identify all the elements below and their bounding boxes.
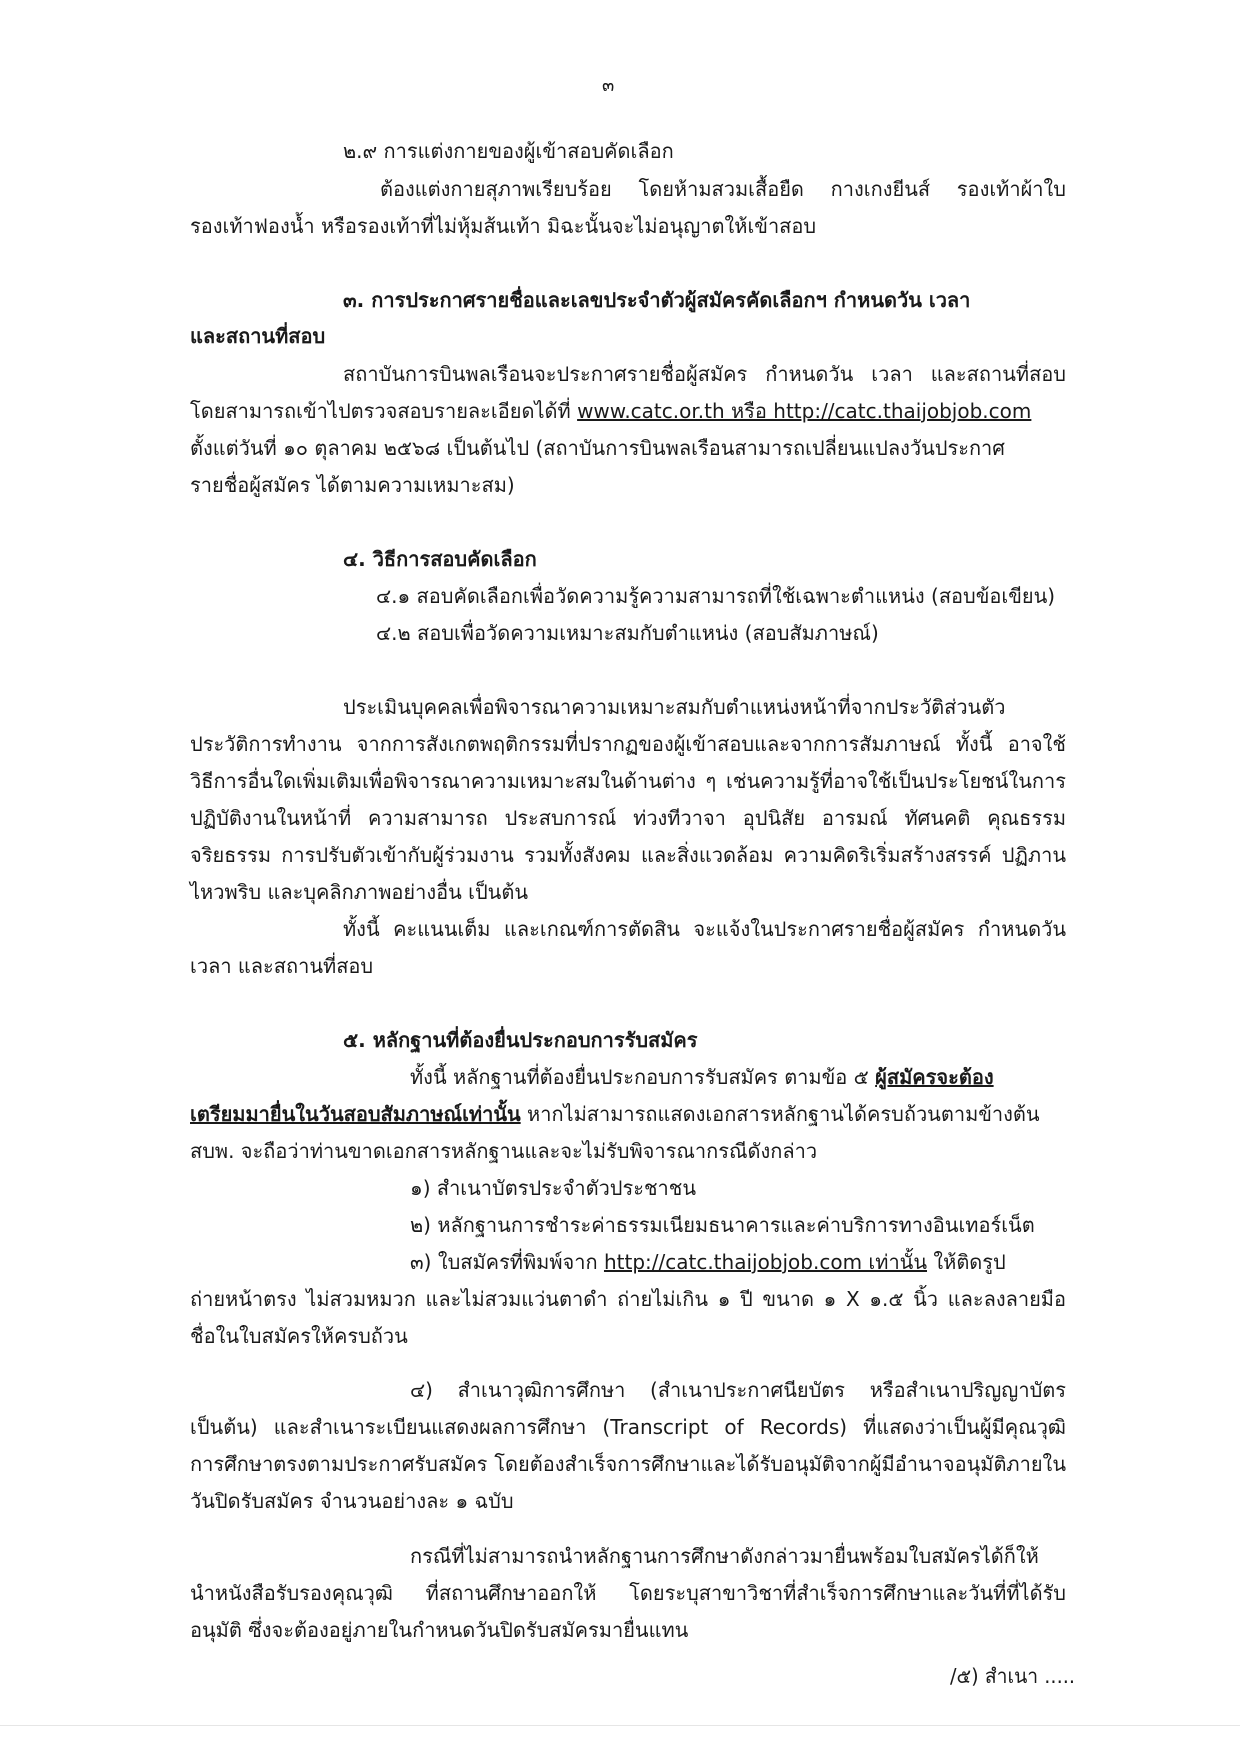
section-3-paragraph-line: ตั้งแต่วันที่ ๑๐ ตุลาคม ๒๕๖๘ เป็นต้นไป (สถาบันการบินพลเรือนสามารถเปลี่ยนแปลงวันประกาศ xyxy=(190,436,1005,460)
section-5-text: ให้ติดรูป xyxy=(927,1250,1006,1274)
section-3-paragraph-line: รายชื่อผู้สมัคร ได้ตามความเหมาะสม) xyxy=(190,473,515,497)
section-3-paragraph-line: สถาบันการบินพลเรือนจะประกาศรายชื่อผู้สมัคร กำหนดวัน เวลา และสถานที่สอบ xyxy=(343,362,1066,386)
page-bottom-edge xyxy=(0,1725,1240,1726)
section-5-text: ๓) ใบสมัครที่พิมพ์จาก xyxy=(410,1250,604,1274)
section-5-text: หากไม่สามารถแสดงเอกสารหลักฐานได้ครบถ้วนตามข้างต้น xyxy=(520,1102,1040,1126)
section-4-item: ๔.๒ สอบเพื่อวัดความเหมาะสมกับตำแหน่ง (สอบสัมภาษณ์) xyxy=(376,621,879,645)
section-3-paragraph-line xyxy=(190,397,1031,425)
section-5-paragraph-line: วันปิดรับสมัคร จำนวนอย่างละ ๑ ฉบับ xyxy=(190,1489,514,1513)
section-4-paragraph-line: วิธีการอื่นใดเพิ่มเติมเพื่อพิจารณาความเหมาะสมในด้านต่าง ๆ เช่นความรู้ที่อาจใช้เป็นประโยชน์ในการ xyxy=(190,769,1066,793)
section-4-paragraph-line: เวลา และสถานที่สอบ xyxy=(190,954,374,978)
section-4-item: ๔.๑ สอบคัดเลือกเพื่อวัดความรู้ความสามารถที่ใช้เฉพาะตำแหน่ง (สอบข้อเขียน) xyxy=(376,584,1056,608)
section-5-text: ทั้งนี้ หลักฐานที่ต้องยื่นประกอบการรับสมัคร ตามข้อ ๕ xyxy=(410,1065,876,1089)
continuation-marker: /๕) สำเนา ..... xyxy=(950,1664,1075,1688)
section-5-item xyxy=(410,1248,1006,1276)
section-2-9-heading: ๒.๙ การแต่งกายของผู้เข้าสอบคัดเลือก xyxy=(343,139,674,163)
section-5-item: ๒) หลักฐานการชำระค่าธรรมเนียมธนาคารและค่าบริการทางอินเทอร์เน็ต xyxy=(410,1213,1035,1237)
section-5-paragraph-line: ชื่อในใบสมัครให้ครบถ้วน xyxy=(190,1324,408,1348)
page-number: ๓ xyxy=(602,75,615,96)
section-2-9-paragraph-line: ต้องแต่งกายสุภาพเรียบร้อย โดยห้ามสวมเสื้อยืด กางเกงยีนส์ รองเท้าผ้าใบ xyxy=(380,177,1066,201)
section-5-paragraph-line: การศึกษาตรงตามประกาศรับสมัคร โดยต้องสำเร็จการศึกษาและได้รับอนุมัติจากผู้มีอำนาจอนุมัติภายใน xyxy=(190,1452,1066,1476)
section-5-note-line: อนุมัติ ซึ่งจะต้องอยู่ภายในกำหนดวันปิดรับสมัครมายื่นแทน xyxy=(190,1618,689,1642)
section-4-heading: ๔. วิธีการสอบคัดเลือก xyxy=(343,547,537,571)
section-4-paragraph-line: ปฏิบัติงานในหน้าที่ ความสามารถ ประสบการณ์ ท่วงทีวาจา อุปนิสัย อารมณ์ ทัศนคติ คุณธรรม xyxy=(190,806,1066,830)
section-5-paragraph-line: สบพ. จะถือว่าท่านขาดเอกสารหลักฐานและจะไม่รับพิจารณากรณีดังกล่าว xyxy=(190,1139,818,1163)
section-5-paragraph-line: ถ่ายหน้าตรง ไม่สวมหมวก และไม่สวมแว่นตาดำ ถ่ายไม่เกิน ๑ ปี ขนาด ๑ X ๑.๕ นิ้ว และลงลายมือ xyxy=(190,1287,1066,1311)
section-3-heading-cont: และสถานที่สอบ xyxy=(190,324,326,348)
section-5-item: ๑) สำเนาบัตรประจำตัวประชาชน xyxy=(410,1176,697,1200)
section-2-9-paragraph-line: รองเท้าฟองน้ำ หรือรองเท้าที่ไม่หุ้มส้นเท้า มิฉะนั้นจะไม่อนุญาตให้เข้าสอบ xyxy=(190,214,817,238)
section-4-paragraph-line: ประวัติการทำงาน จากการสังเกตพฤติกรรมที่ปรากฏของผู้เข้าสอบและจากการสัมภาษณ์ ทั้งนี้ อาจใช้ xyxy=(190,732,1066,756)
section-5-note-line: นำหนังสือรับรองคุณวุฒิ ที่สถานศึกษาออกให้ โดยระบุสาขาวิชาที่สำเร็จการศึกษาและวันที่ที่ได้รับ xyxy=(190,1581,1066,1605)
section-4-paragraph-line: จริยธรรม การปรับตัวเข้ากับผู้ร่วมงาน รวมทั้งสังคม และสิ่งแวดล้อม ความคิดริเริ่มสร้างสรรค์ ปฏิภาน xyxy=(190,843,1066,867)
section-4-paragraph-line: ไหวพริบ และบุคลิกภาพอย่างอื่น เป็นต้น xyxy=(190,880,529,904)
section-5-paragraph-line xyxy=(190,1100,1040,1128)
website-link[interactable]: www.catc.or.th หรือ http://catc.thaijobjob.com xyxy=(577,399,1032,423)
section-4-paragraph-line: ทั้งนี้ คะแนนเต็ม และเกณฑ์การตัดสิน จะแจ้งในประกาศรายชื่อผู้สมัคร กำหนดวัน xyxy=(343,917,1066,941)
website-link[interactable]: http://catc.thaijobjob.com เท่านั้น xyxy=(603,1250,928,1274)
section-5-item: ๔) สำเนาวุฒิการศึกษา (สำเนาประกาศนียบัตร หรือสำเนาปริญญาบัตร xyxy=(410,1378,1066,1402)
section-5-paragraph-line xyxy=(410,1063,994,1091)
section-5-paragraph-line: เป็นต้น) และสำเนาระเบียนแสดงผลการศึกษา (Transcript of Records) ที่แสดงว่าเป็นผู้มีคุณวุฒิ xyxy=(190,1415,1066,1439)
section-5-emphasis: เตรียมมายื่นในวันสอบสัมภาษณ์เท่านั้น xyxy=(190,1102,521,1126)
section-4-paragraph-line: ประเมินบุคคลเพื่อพิจารณาความเหมาะสมกับตำแหน่งหน้าที่จากประวัติส่วนตัว xyxy=(343,695,1006,719)
section-5-note-line: กรณีที่ไม่สามารถนำหลักฐานการศึกษาดังกล่าวมายื่นพร้อมใบสมัครได้ก็ให้ xyxy=(410,1544,1039,1568)
section-3-text: โดยสามารถเข้าไปตรวจสอบรายละเอียดได้ที่ xyxy=(190,399,578,423)
section-3-heading: ๓. การประกาศรายชื่อและเลขประจำตัวผู้สมัครคัดเลือกฯ กำหนดวัน เวลา xyxy=(343,288,971,312)
section-5-emphasis: ผู้สมัครจะต้อง xyxy=(875,1065,994,1089)
section-5-heading: ๕. หลักฐานที่ต้องยื่นประกอบการรับสมัคร xyxy=(343,1028,698,1052)
